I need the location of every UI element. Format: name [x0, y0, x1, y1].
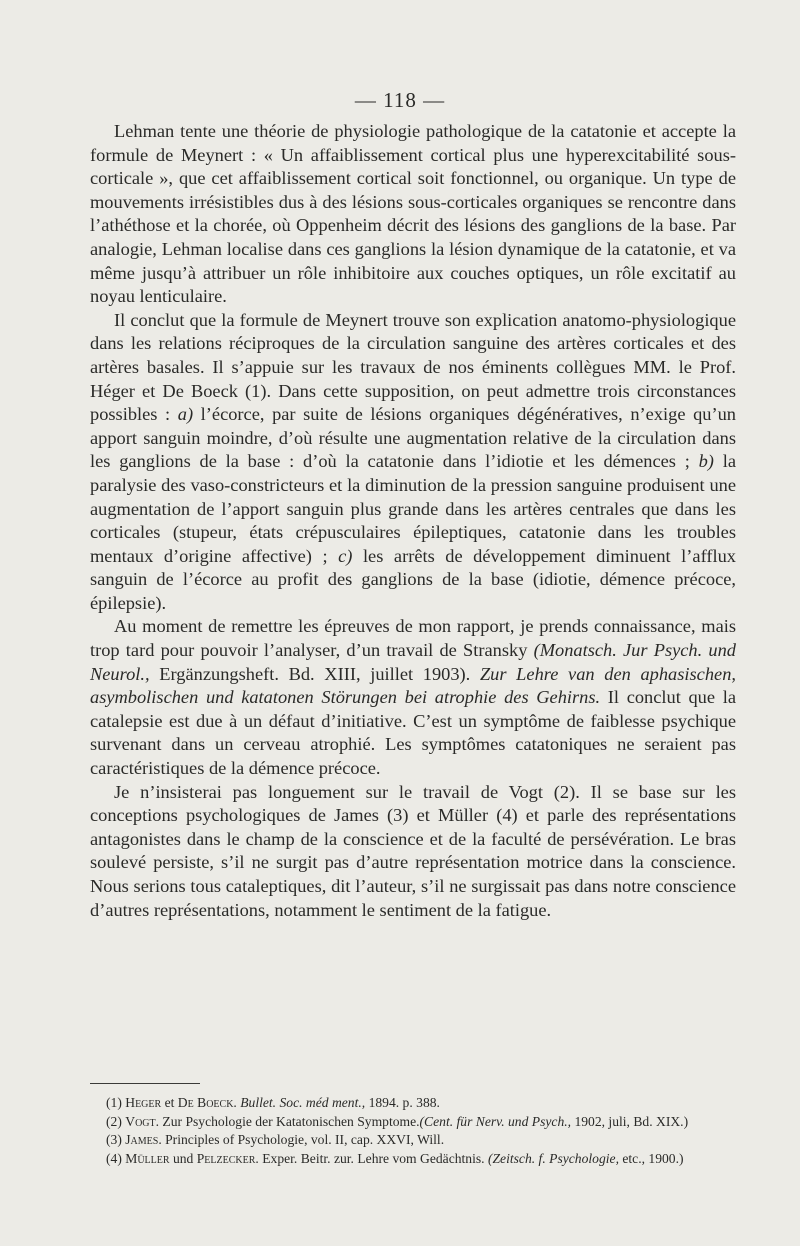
text-run: . Zur Psychologie der Katatonischen Symptome.: [155, 1113, 420, 1129]
italic-text: a): [177, 404, 194, 425]
page-number: — 118 —: [354, 88, 446, 112]
footnotes: [90, 1094, 736, 1168]
text-run: (3): [106, 1132, 126, 1148]
text-run: Il conclut que la catalepsie est due à un défaut d’initiative. C’est un symptôme de faiblesse psychique survenant dans un cerveau atrophié. Les symptômes catatoniques ne seraient pas caractéristiques de la démence précoce.: [90, 687, 736, 779]
text-run: . Principles of Psychologie, vol. II, cap. XXVI, Will.: [158, 1132, 445, 1148]
text-run: 1902, juli, Bd. XIX.): [571, 1113, 689, 1129]
footnote: [90, 1131, 736, 1150]
author-name: De Boeck: [177, 1095, 234, 1110]
text-run: les arrêts de développement diminuent l’afflux sanguin de l’écorce au profit des ganglions de la base (idiotie, démence précoce, épilepsie).: [90, 545, 736, 613]
author-name: Heger: [125, 1095, 162, 1110]
paragraph: [90, 120, 736, 309]
author-name: Müller: [125, 1150, 170, 1166]
italic-text: Zur Lehre van den aphasischen, asymbolischen und katatonen Störungen bei atrophie des Gehirns.: [90, 663, 736, 708]
body-text: [90, 120, 736, 922]
paragraph: [90, 615, 736, 780]
author-name: Pelzecker: [196, 1150, 256, 1166]
text-run: (2): [106, 1113, 126, 1129]
italic-text: (Monatsch. Jur Psych. und Neurol.,: [90, 640, 736, 684]
footnote: [90, 1094, 736, 1113]
italic-text: (Cent. für Nerv. und Psych.,: [419, 1113, 572, 1129]
italic-text: c): [338, 545, 353, 566]
text-run: Ergänzungsheft. Bd. XIII, juillet 1903).: [149, 663, 480, 684]
text-run: Au moment de remettre les épreuves de mon rapport, je prends connaissance, mais trop tard pour pouvoir l’analyser, d’un travail de Stransky: [90, 616, 736, 661]
text-run: Il conclut que la formule de Meynert trouve son explication anatomo-physiologique dans les relations réciproques de la circulation sanguine des artères corticales et des artères basales. Il s’appuie sur les travaux de nos éminents collègues MM. le Prof. Héger et De Boeck (1). Dans cette supposition, on peut admettre trois circonstances possibles :: [90, 309, 736, 425]
text-run: und: [169, 1150, 197, 1166]
text-run: (4): [106, 1150, 126, 1166]
paragraph: [90, 781, 736, 923]
text-run: l’écorce, par suite de lésions organiques dégénératives, n’exige qu’un apport sanguin moindre, d’où résulte une augmentation relative de la circulation dans les ganglions de la base : d’où la catatonie dans l’idiotie et les démences ;: [90, 404, 736, 472]
text-run: (1): [106, 1095, 126, 1110]
paragraph: [90, 309, 736, 616]
author-name: James: [125, 1132, 159, 1148]
author-name: Vogt: [125, 1113, 156, 1129]
text-run: . Exper. Beitr. zur. Lehre vom Gedächtnis.: [255, 1150, 488, 1166]
text-run: et: [161, 1095, 178, 1110]
text-run: la paralysie des vaso-constricteurs et la diminution de la pression sanguine produisent une augmentation de l’apport sanguin plus grande dans les artères centrales que dans les corticales (stupeur, états crépusculaires épileptiques, catatonie dans les troubles mentaux d’origine affective) ;: [90, 451, 736, 566]
text-run: etc., 1900.): [618, 1150, 684, 1166]
italic-text: b): [698, 451, 714, 472]
text-run: .: [233, 1095, 241, 1110]
italic-text: Bullet. Soc. méd ment.,: [240, 1095, 366, 1110]
footnote: [90, 1150, 736, 1169]
text-run: 1894. p. 388.: [365, 1095, 440, 1110]
italic-text: (Zeitsch. f. Psychologie,: [487, 1150, 619, 1166]
text-run: Lehman tente une théorie de physiologie pathologique de la catatonie et accepte la formule de Meynert : « Un affaiblissement cortical plus une hyperexcitabilité sous-corticale », que cet affaiblissement cortical soit fonctionnel, ou organique. Un type de mouvements irrésistibles dus à des lésions sous-corticales organiques se rencontre dans l’athéthose et la chorée, où Oppenheim décrit des lésions des ganglions de la base. Par analogie, Lehman localise dans ces ganglions la lésion dynamique de la catatonie, et va même jusqu’à attribuer un rôle inhibitoire aux couches optiques, un rôle excitatif au noyau lenticulaire.: [90, 121, 736, 307]
footnote: [90, 1113, 736, 1132]
text-run: Je n’insisterai pas longuement sur le travail de Vogt (2). Il se base sur les conceptions psychologiques de James (3) et Müller (4) et parle des représentations antagonistes dans le champ de la conscience et de la faculté de persévération. Le bras soulevé persiste, s’il ne surgit pas d’autre représentation motrice dans la conscience. Nous serions tous cataleptiques, dit l’auteur, s’il ne surgissait pas dans notre conscience d’autres représentations, notamment le sentiment de la fatigue.: [90, 781, 736, 920]
footnote-divider: [90, 1083, 200, 1084]
